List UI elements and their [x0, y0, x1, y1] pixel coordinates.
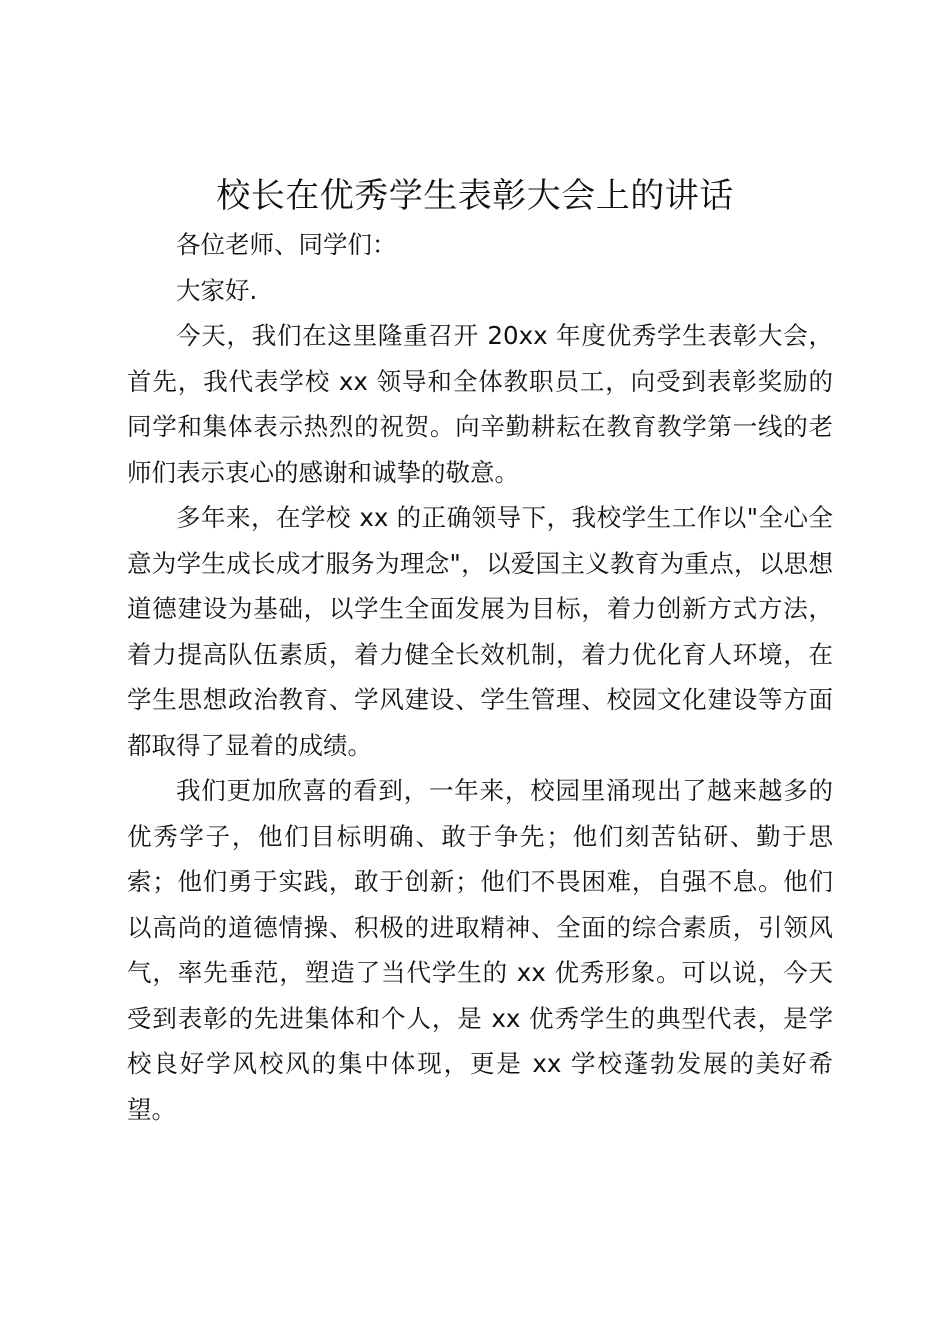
- document-body: [127, 222, 833, 1132]
- paragraph-students: 我们更加欣喜的看到，一年来，校园里涌现出了越来越多的优秀学子，他们目标明确、敢于争先；他们刻苦钻研、勤于思索；他们勇于实践，敢于创新；他们不畏困难，自强不息。他们以高尚的道德情操、积极的进取精神、全面的综合素质，引领风气，率先垂范，塑造了当代学生的 xx 优秀形象。可以说，今天受到表彰的先进集体和个人，是 xx 优秀学生的典型代表，是学校良好学风校风的集中体现，更是 xx 学校蓬勃发展的美好希望。: [127, 776, 833, 1124]
- paragraph-opening: 今天，我们在这里隆重召开 20xx 年度优秀学生表彰大会，首先，我代表学校 xx 领导和全体教职员工，向受到表彰奖励的同学和集体表示热烈的祝贺。向辛勤耕耘在教育教学第一线的老师们表示衷心的感谢和诚挚的敬意。: [127, 321, 833, 487]
- paragraph-achievements: 多年来，在学校 xx 的正确领导下，我校学生工作以"全心全意为学生成长成才服务为理念"，以爱国主义教育为重点，以思想道德建设为基础，以学生全面发展为目标，着力创新方式方法，着力提高队伍素质，着力健全长效机制，着力优化育人环境，在学生思想政治教育、学风建设、学生管理、校园文化建设等方面都取得了显着的成绩。: [127, 503, 833, 760]
- paragraph-salutation: 各位老师、同学们：: [176, 230, 397, 259]
- paragraph-greeting: 大家好.: [176, 275, 258, 305]
- document-title: 校长在优秀学生表彰大会上的讲话: [216, 176, 734, 216]
